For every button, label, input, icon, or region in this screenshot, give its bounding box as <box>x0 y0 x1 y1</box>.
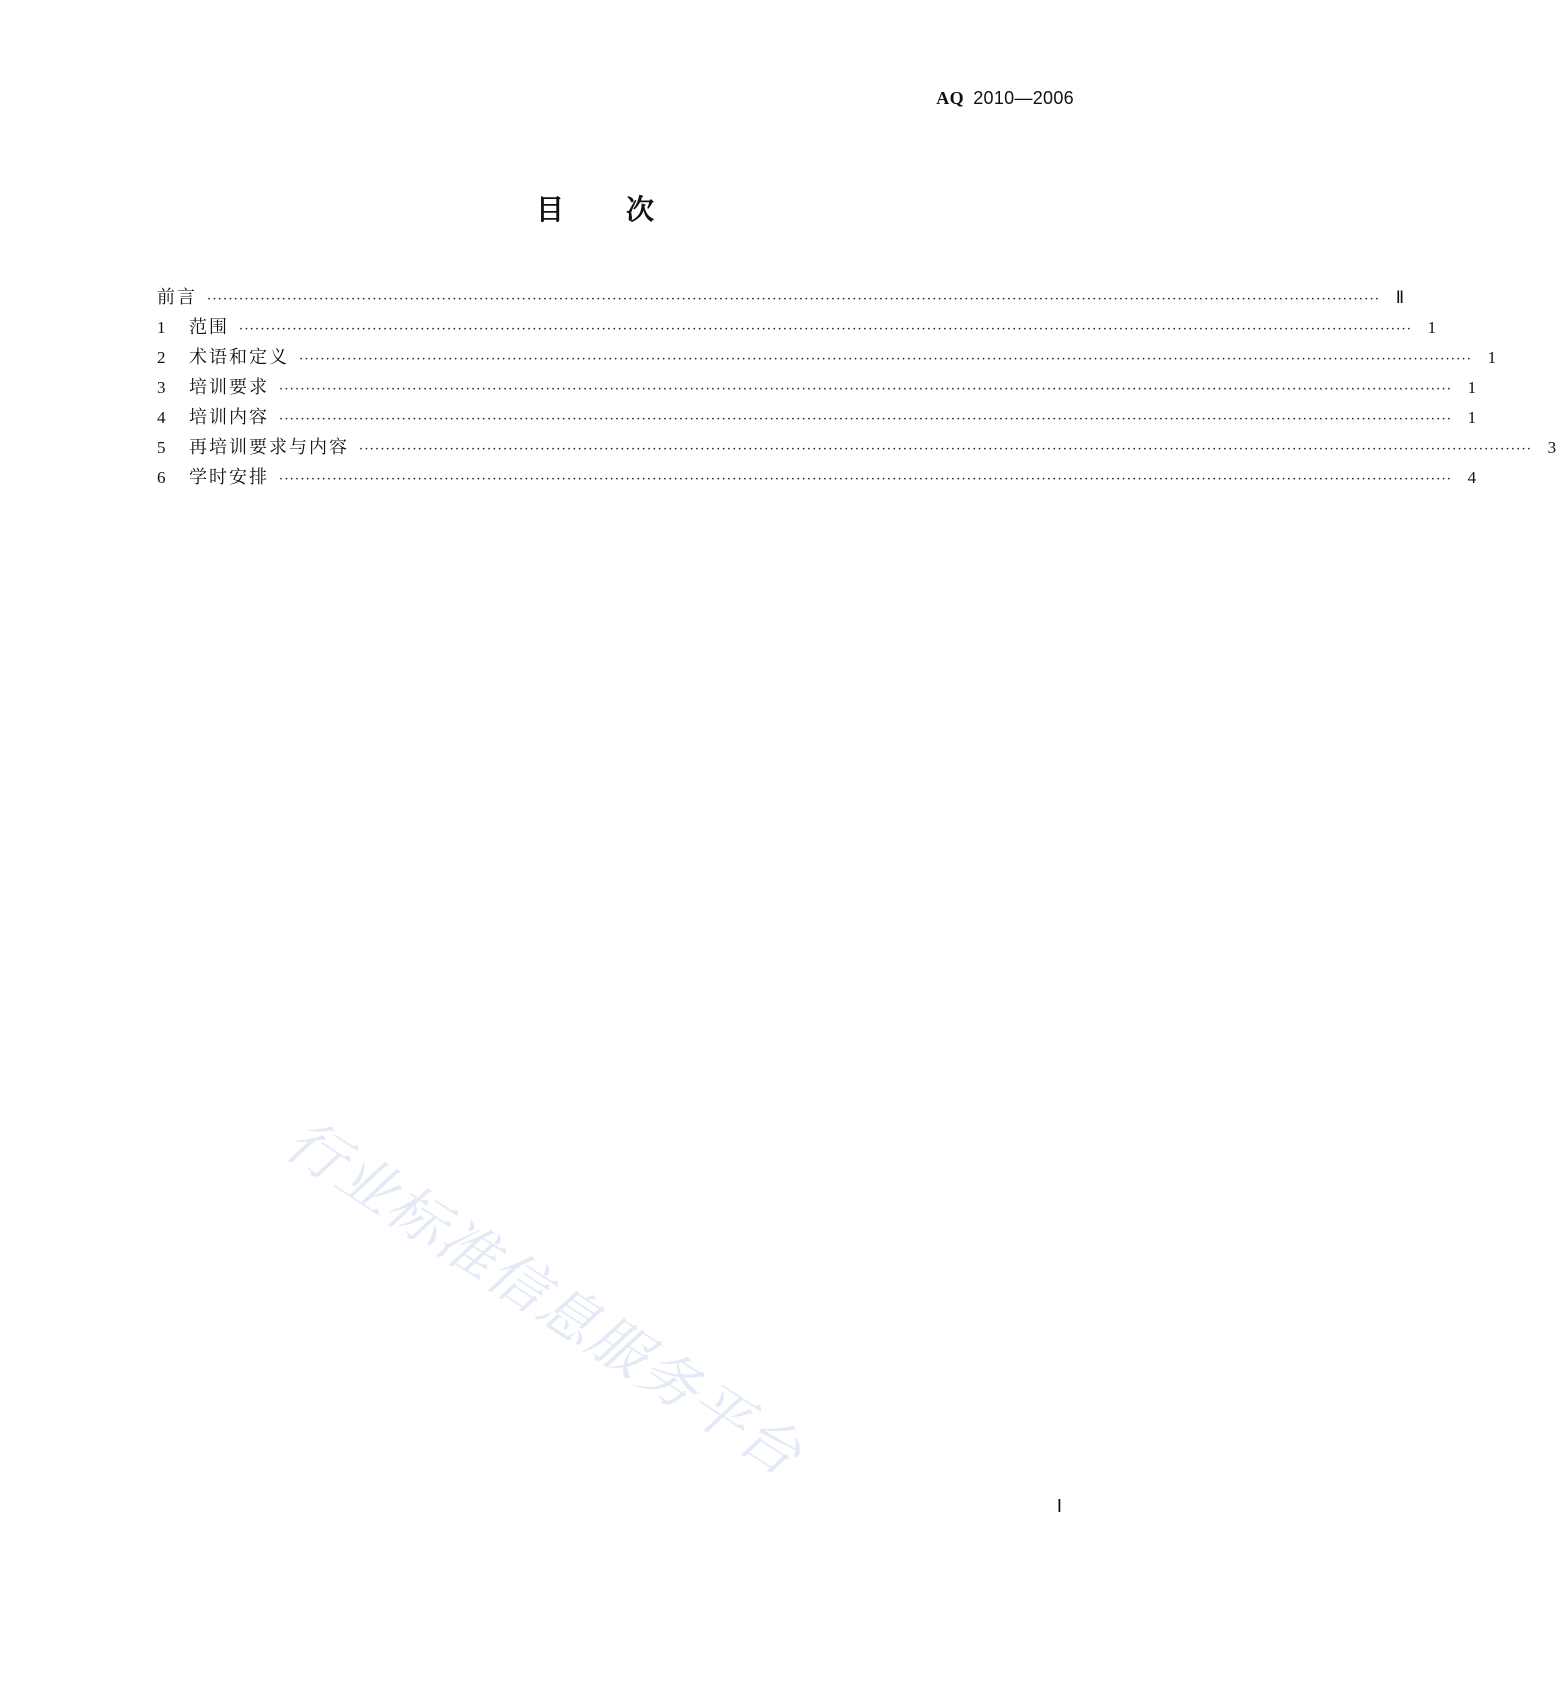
toc-entry-page: 1 <box>1467 408 1477 427</box>
page-number: Ⅰ <box>1056 1496 1062 1516</box>
toc-leader-dots: ···························································································································································································································· <box>299 352 1473 367</box>
toc-leader-dots: ···························································································································································································································· <box>279 382 1453 397</box>
toc-entry-number: 4 <box>157 408 166 427</box>
toc-entry-number: 5 <box>157 438 166 457</box>
toc-entry-training-content[interactable] <box>157 403 1477 433</box>
toc-entry-label: 前言 <box>157 287 197 308</box>
toc-entry-page: 3 <box>1547 438 1556 457</box>
toc-leader-dots: ···························································································································································································································· <box>279 412 1453 427</box>
toc-leader-dots: ···························································································································································································································· <box>279 472 1453 487</box>
toc-entry-label: 术语和定义 <box>189 347 289 368</box>
toc-entry-page: Ⅱ <box>1395 288 1405 307</box>
standard-number: 2010—2006 <box>973 88 1074 108</box>
toc-entry-page: 4 <box>1467 468 1477 487</box>
toc-entry-number: 2 <box>157 348 166 367</box>
toc-entry-number: 1 <box>157 318 166 337</box>
table-of-contents <box>157 283 1556 493</box>
standard-code <box>936 88 1074 109</box>
toc-entry-number: 3 <box>157 378 166 397</box>
toc-entry-retraining[interactable] <box>157 433 1556 463</box>
watermark: 行业标准信息服务平台 <box>273 1105 815 1490</box>
standard-prefix: AQ <box>936 88 964 108</box>
toc-entry-label: 范围 <box>189 317 229 338</box>
toc-entry-scope[interactable] <box>157 313 1437 343</box>
toc-leader-dots: ···························································································································································································································· <box>239 322 1413 337</box>
toc-leader-dots: ···························································································································································································································· <box>207 292 1381 307</box>
toc-entry-label: 再培训要求与内容 <box>189 437 349 458</box>
toc-entry-terms[interactable] <box>157 343 1497 373</box>
toc-entry-label: 学时安排 <box>189 467 269 488</box>
toc-entry-label: 培训要求 <box>189 377 269 398</box>
toc-leader-dots: ···························································································································································································································· <box>359 442 1533 457</box>
toc-entry-page: 1 <box>1467 378 1477 397</box>
toc-entry-training-requirements[interactable] <box>157 373 1477 403</box>
toc-entry-page: 1 <box>1487 348 1497 367</box>
toc-entry-label: 培训内容 <box>189 407 269 428</box>
toc-title: 目次 <box>535 193 716 226</box>
toc-entry-schedule[interactable] <box>157 463 1477 493</box>
toc-entry-number: 6 <box>157 468 166 487</box>
toc-entry-foreword[interactable] <box>157 283 1405 313</box>
toc-entry-page: 1 <box>1427 318 1437 337</box>
